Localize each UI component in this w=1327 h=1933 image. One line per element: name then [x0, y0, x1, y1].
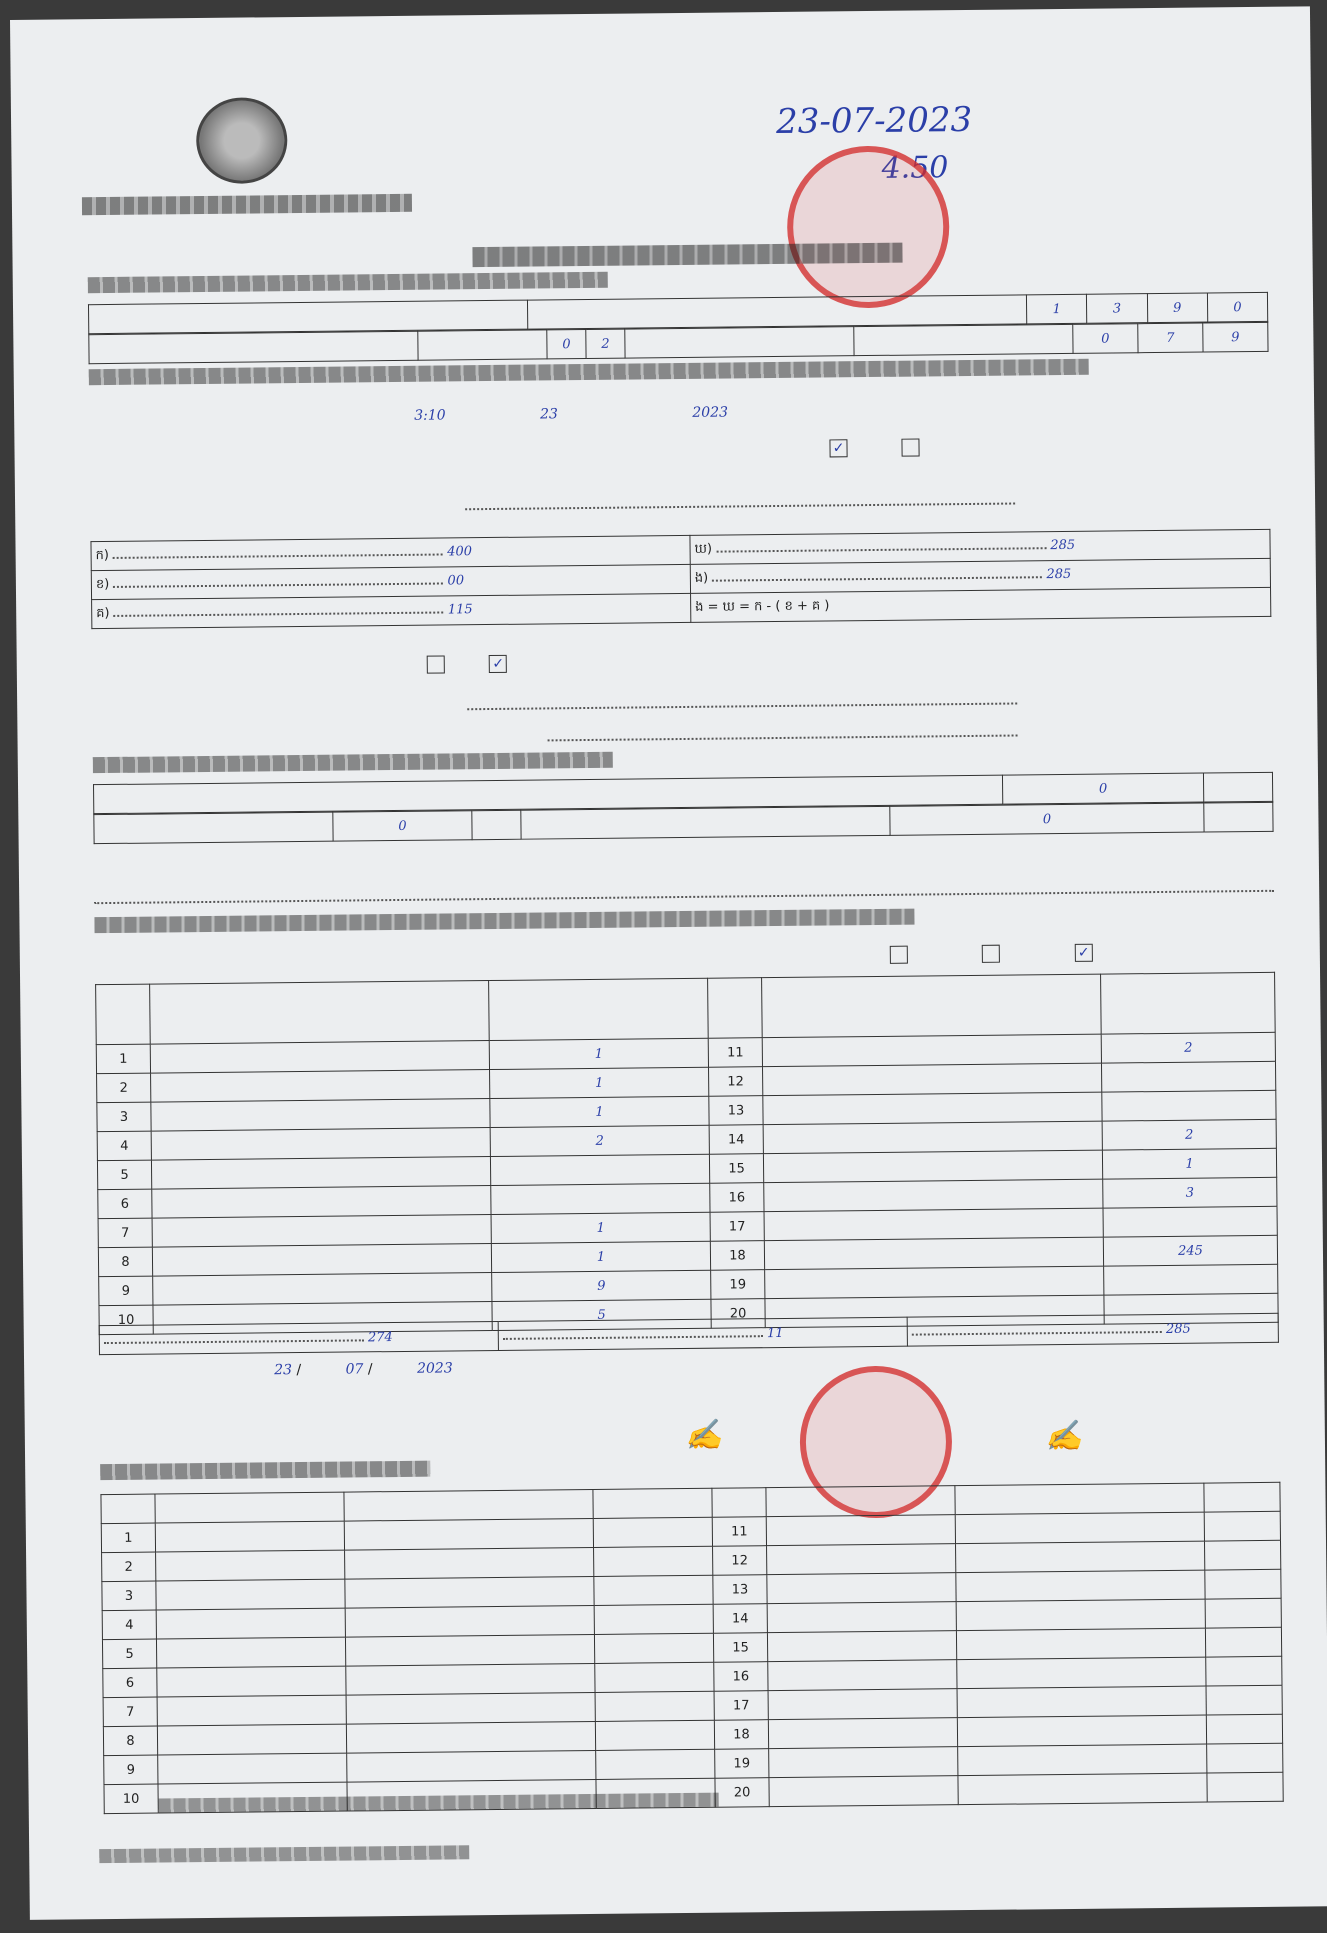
checkbox-yes[interactable]: ✓	[829, 439, 847, 457]
footer-form-code	[99, 1845, 469, 1863]
header-bar	[82, 194, 412, 215]
section2-heading	[89, 359, 1089, 385]
witness-no: 15	[713, 1633, 767, 1663]
checkbox-3[interactable]: ✓	[1075, 944, 1093, 962]
year-value: 2023	[692, 404, 729, 421]
witness-no: 16	[714, 1662, 768, 1692]
day-value: 23	[539, 406, 558, 423]
official-seal-top	[786, 145, 950, 309]
party-name	[765, 1266, 1104, 1299]
checkbox-2[interactable]	[982, 945, 1000, 963]
section3-table: 0	[93, 772, 1273, 814]
party-name	[764, 1179, 1103, 1212]
party-no: 20	[711, 1299, 765, 1329]
handwritten-time: 4.50	[881, 150, 949, 186]
party-no: 19	[711, 1270, 765, 1300]
party-votes: 1	[491, 1212, 710, 1243]
received-value: 400	[447, 543, 473, 559]
witness-no: 18	[714, 1720, 768, 1750]
document-sheet	[10, 6, 1327, 1920]
witness-no: 7	[103, 1697, 157, 1727]
party-votes: 2	[1101, 1032, 1275, 1063]
party-votes	[1102, 1090, 1276, 1121]
party-votes: 2	[490, 1125, 709, 1156]
witness-no: 8	[103, 1726, 157, 1756]
section1-table-row2: 0 2 0 7 9	[88, 322, 1268, 364]
party-no: 4	[97, 1131, 151, 1161]
party-no: 9	[99, 1276, 153, 1306]
total-in-box: 285	[1165, 1321, 1191, 1337]
party-name	[151, 1070, 490, 1103]
party-name	[762, 1034, 1101, 1067]
note-line-3	[547, 721, 1017, 745]
party-name	[152, 1215, 491, 1248]
spoiled-value: 00	[447, 572, 465, 588]
note-line-4	[94, 877, 1274, 908]
party-votes	[490, 1154, 709, 1185]
party-no: 13	[709, 1096, 763, 1126]
witness-no: 6	[103, 1668, 157, 1698]
party-votes	[1103, 1206, 1277, 1237]
party-votes	[1104, 1264, 1278, 1295]
witness-no: 20	[715, 1778, 769, 1808]
party-no: 7	[98, 1218, 152, 1248]
party-name	[763, 1150, 1102, 1183]
section3-table-row2: 0 0	[93, 802, 1273, 844]
party-votes	[491, 1183, 710, 1214]
section3-heading	[93, 752, 613, 773]
party-name	[151, 1157, 490, 1190]
section2-check-line	[157, 655, 508, 677]
party-name	[153, 1273, 492, 1306]
party-votes: 5	[492, 1299, 711, 1330]
signature-chair: ✍	[684, 1417, 723, 1454]
party-votes: 245	[1103, 1235, 1277, 1266]
witness-no: 11	[712, 1517, 766, 1547]
party-name	[764, 1208, 1103, 1241]
party-no: 6	[98, 1189, 152, 1219]
total-valid: 274	[367, 1329, 393, 1345]
party-no: 18	[710, 1241, 764, 1271]
party-no: 16	[710, 1183, 764, 1213]
signature-secretary: ✍	[1044, 1418, 1083, 1455]
witness-no: 2	[102, 1552, 156, 1582]
witness-no: 13	[713, 1575, 767, 1605]
note-line-2	[467, 689, 1017, 714]
section2-line2	[89, 438, 920, 465]
in-box-value: 285	[1046, 566, 1072, 582]
section4-check-line	[160, 944, 1093, 972]
witness-no: 3	[102, 1581, 156, 1611]
witness-no: 9	[104, 1755, 158, 1785]
party-no: 14	[709, 1125, 763, 1155]
section4-heading	[94, 909, 914, 934]
party-votes: 3	[1103, 1177, 1277, 1208]
party-votes: 2	[1102, 1119, 1276, 1150]
witness-no: 14	[713, 1604, 767, 1634]
checkbox-none[interactable]: ✓	[489, 655, 507, 673]
witness-no: 19	[715, 1749, 769, 1779]
witness-no: 12	[713, 1546, 767, 1576]
party-name	[152, 1244, 491, 1277]
party-name	[152, 1186, 491, 1219]
party-no: 5	[97, 1160, 151, 1190]
party-no: 12	[709, 1067, 763, 1097]
section1-table: 1 3 9 0	[88, 292, 1268, 334]
party-no: 15	[709, 1154, 763, 1184]
checkbox-no[interactable]	[902, 438, 920, 456]
witness-table	[100, 1482, 1283, 1814]
sign-date: 23 / 07 / 2023	[274, 1360, 453, 1379]
checkbox-has[interactable]	[427, 655, 445, 673]
party-no: 3	[97, 1102, 151, 1132]
section2-line1	[154, 399, 1254, 427]
party-name	[763, 1121, 1102, 1154]
party-no: 1	[96, 1044, 150, 1074]
party-no: 10	[99, 1305, 153, 1335]
checkbox-1[interactable]	[890, 946, 908, 964]
party-no: 17	[710, 1212, 764, 1242]
party-no: 8	[98, 1247, 152, 1277]
witness-no: 5	[102, 1639, 156, 1669]
section2-counts-table: ក) 400 ឃ) 285 ខ) 00 ង) 285 គ) 115 ង = ឃ = ក - ( ខ + គ )	[90, 529, 1271, 629]
witness-no: 1	[101, 1523, 155, 1553]
party-no: 11	[708, 1038, 762, 1068]
party-votes	[1101, 1061, 1275, 1092]
party-name	[763, 1092, 1102, 1125]
party-votes: 9	[492, 1270, 711, 1301]
witness-no: 10	[104, 1784, 158, 1814]
party-name	[151, 1128, 490, 1161]
time-value: 3:10	[414, 407, 446, 424]
party-name	[151, 1099, 490, 1132]
voters-value: 285	[1050, 537, 1076, 553]
total-invalid: 11	[766, 1325, 784, 1341]
emblem-logo	[196, 97, 288, 184]
party-votes: 1	[490, 1096, 709, 1127]
party-votes: 1	[1102, 1148, 1276, 1179]
note-line-1	[465, 490, 1015, 515]
section5-heading	[100, 1461, 430, 1480]
party-results-table	[95, 972, 1279, 1335]
party-name	[764, 1237, 1103, 1270]
witness-no: 4	[102, 1610, 156, 1640]
party-votes: 1	[490, 1067, 709, 1098]
party-votes: 1	[489, 1038, 708, 1069]
formula: ង = ឃ = ក - ( ខ + គ )	[691, 587, 1271, 622]
witness-no: 17	[714, 1691, 768, 1721]
handwritten-date: 23-07-2023	[775, 99, 973, 142]
party-votes: 1	[491, 1241, 710, 1272]
section1-heading	[88, 272, 608, 293]
party-no: 2	[97, 1073, 151, 1103]
unused-value: 115	[447, 601, 473, 617]
party-name	[763, 1063, 1102, 1096]
party-name	[150, 1041, 489, 1074]
